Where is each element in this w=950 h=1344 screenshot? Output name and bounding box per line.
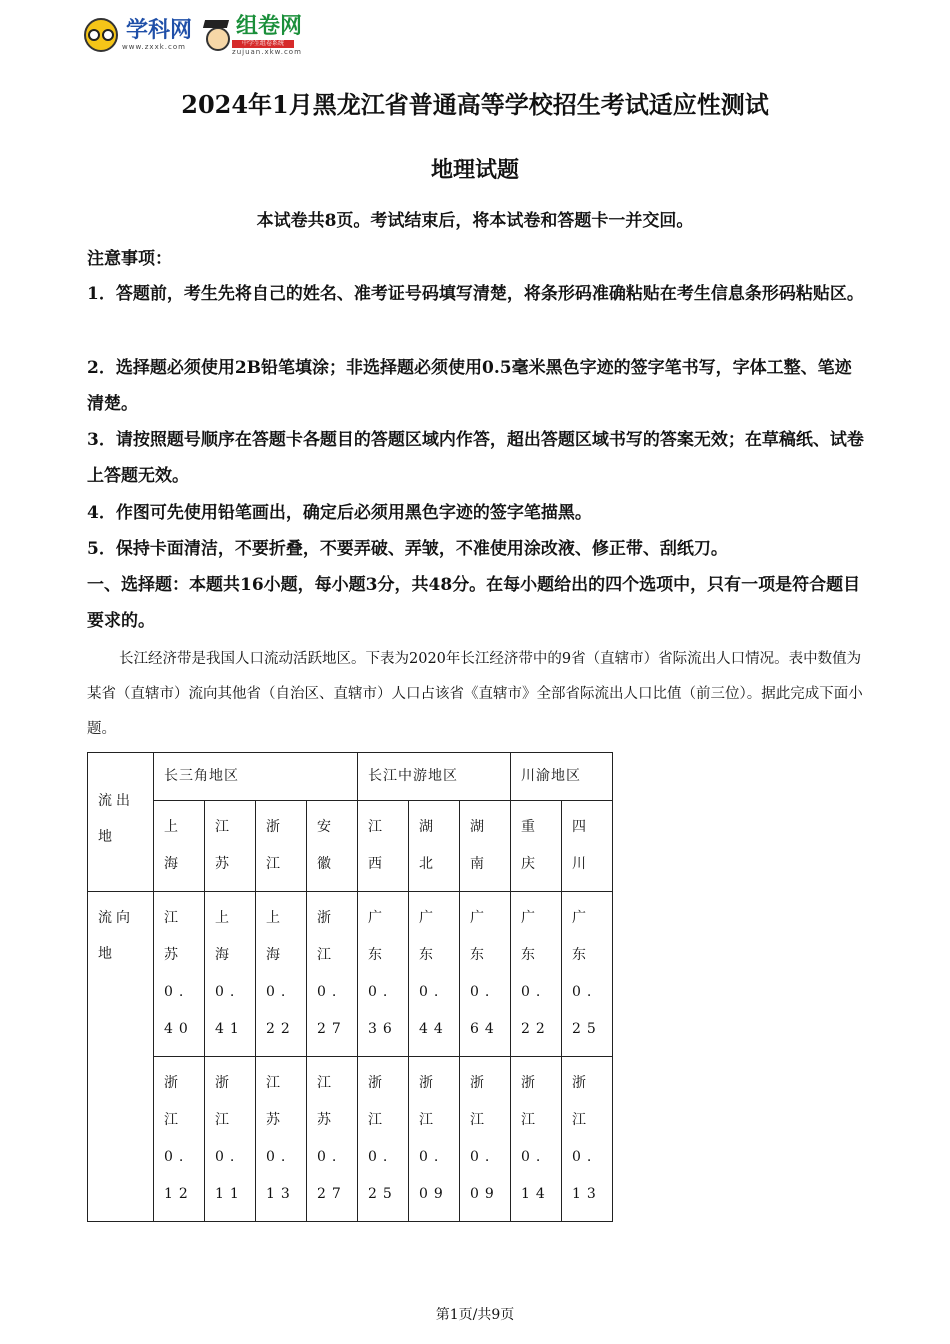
table-cell: 浙江0.09 [409,1057,460,1222]
table-cell: 广东0.25 [562,892,613,1057]
page-title: 2024年1月黑龙江省普通高等学校招生考试适应性测试 [181,90,769,119]
table-cell: 浙江0.09 [460,1057,511,1222]
table-cell: 广东0.36 [358,892,409,1057]
migration-table [87,752,613,1222]
passage-text: 长江经济带是我国人口流动活跃地区。下表为2020年长江经济带中的9省（直辖市）省际流出人口情况。表中数值为某省（直辖市）流向其他省（自治区、直辖市）人口占该省《直辖市》全部省际流出人口比值（前三位）。据此完成下面小题。 [87,651,863,737]
instructions-heading: 注意事项： [87,249,172,269]
group-header: 川渝地区 [511,753,613,801]
province-header: 四川 [562,801,613,892]
instruction-item: 3．请按照题号顺序在答题卡各题目的答题区域内作答，超出答题区域书写的答案无效；在草稿纸、试卷上答题无效。 [87,430,864,486]
instruction-item: 1．答题前，考生先将自己的姓名、准考证号码填写清楚，将条形码准确粘贴在考生信息条形码粘贴区。 [87,284,864,304]
province-header: 安徽 [307,801,358,892]
brand-zxxk-url: www.zxxk.com [122,43,186,51]
group-header: 长江中游地区 [358,753,511,801]
zujuan-logo-icon [202,20,230,50]
instruction-item: 2．选择题必须使用2B铅笔填涂；非选择题必须使用0.5毫米黑色字迹的签字笔书写，字体工整、笔迹清楚。 [87,358,852,414]
table-cell: 广东0.44 [409,892,460,1057]
province-header: 湖南 [460,801,511,892]
label-inflow: 流向地 [88,892,154,1222]
zxxk-logo-icon [84,18,118,52]
instruction-item: 4．作图可先使用铅笔画出，确定后必须用黑色字迹的签字笔描黑。 [87,503,592,523]
table-cell: 浙江0.12 [154,1057,205,1222]
page-number: 第1页/共9页 [435,1307,515,1323]
table-cell: 上海0.41 [205,892,256,1057]
province-header: 重庆 [511,801,562,892]
table-cell: 广东0.22 [511,892,562,1057]
section-heading: 一、选择题：本题共16小题，每小题3分，共48分。在每小题给出的四个选项中，只有一项是符合题目要求的。 [87,575,861,631]
page-subtitle: 地理试题 [430,157,519,183]
province-header: 江西 [358,801,409,892]
exam-notice: 本试卷共8页。考试结束后，将本试卷和答题卡一并交回。 [256,211,694,231]
brand-zujuan: 组卷网 [236,13,303,39]
table-cell: 浙江0.27 [307,892,358,1057]
brand-zujuan-url: zujuan.xkw.com [232,47,302,56]
province-header: 江苏 [205,801,256,892]
label-outflow: 流出地 [88,753,154,892]
table-cell: 江苏0.40 [154,892,205,1057]
province-header: 上海 [154,801,205,892]
table-cell: 浙江0.13 [562,1057,613,1222]
brand-zxxk: 学科网 [126,18,193,43]
table-cell: 上海0.22 [256,892,307,1057]
province-header: 湖北 [409,801,460,892]
table-cell: 浙江0.25 [358,1057,409,1222]
table-cell: 江苏0.27 [307,1057,358,1222]
brand-zujuan-tag: 中学生组卷系统 [232,40,294,48]
table-cell: 浙江0.14 [511,1057,562,1222]
logo [84,12,302,58]
table-cell: 江苏0.13 [256,1057,307,1222]
table-cell: 浙江0.11 [205,1057,256,1222]
table-cell: 广东0.64 [460,892,511,1057]
group-header: 长三角地区 [154,753,358,801]
province-header: 浙江 [256,801,307,892]
instruction-item: 5．保持卡面清洁，不要折叠，不要弄破、弄皱，不准使用涂改液、修正带、刮纸刀。 [87,539,728,559]
